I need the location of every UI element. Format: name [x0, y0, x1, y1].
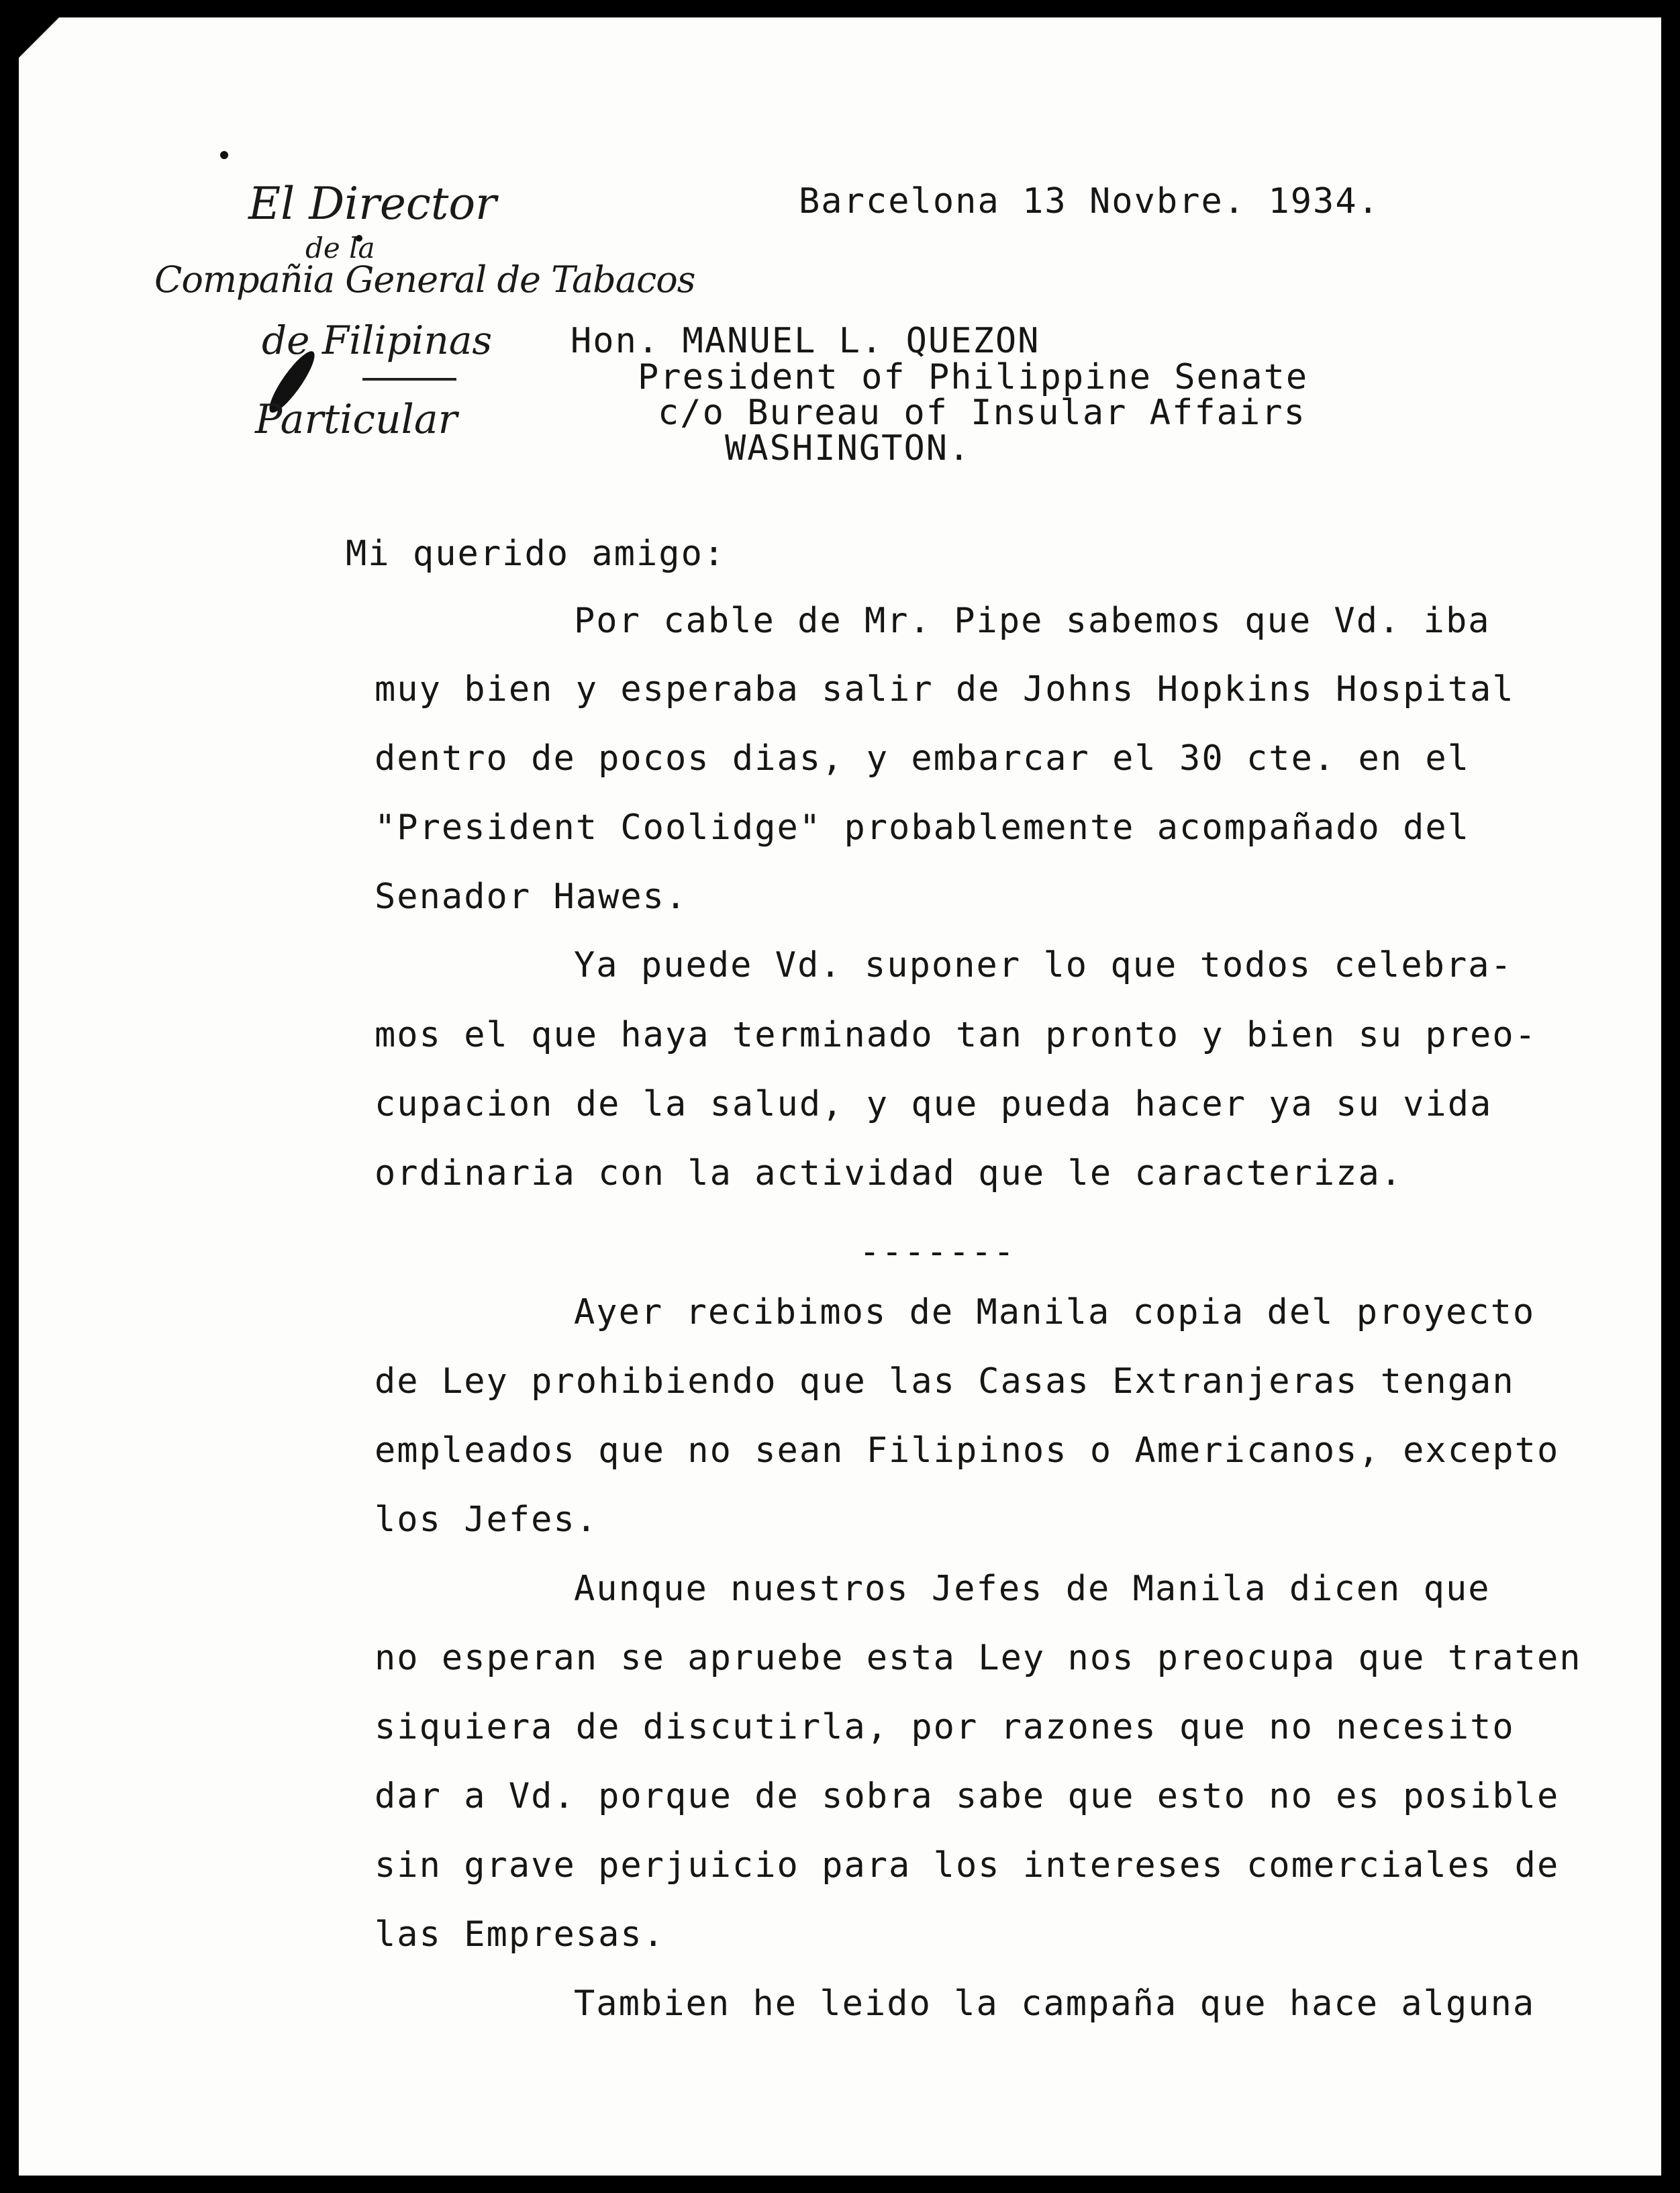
body-line: las Empresas.	[375, 1914, 665, 1955]
body-line: siquiera de discutirla, por razones que no necesito	[375, 1707, 1515, 1747]
body-line: Tambien he leido la campaña que hace alguna	[574, 1984, 1536, 2024]
letterhead-dela: de la	[305, 232, 375, 264]
body-line: mos el que haya terminado tan pronto y bien su preo-	[375, 1015, 1537, 1055]
body-line: muy bien y esperaba salir de Johns Hopkins Hospital	[375, 669, 1515, 710]
salutation: Mi querido amigo:	[346, 534, 726, 574]
ink-dot-mark	[220, 151, 228, 159]
body-line: sin grave perjuicio para los intereses comerciales de	[375, 1845, 1560, 1886]
address-line-name: Hon. MANUEL L. QUEZON	[571, 321, 1040, 361]
address-line-city: WASHINGTON.	[725, 428, 971, 469]
body-line: Aunque nuestros Jefes de Manila dicen que	[574, 1569, 1491, 1609]
address-line-care-of: c/o Bureau of Insular Affairs	[658, 393, 1306, 433]
body-line: cupacion de la salud, y que pueda hacer ya su vida	[375, 1084, 1493, 1124]
body-line: dar a Vd. porque de sobra sabe que esto no es posible	[375, 1776, 1560, 1816]
body-line: los Jefes.	[375, 1500, 599, 1540]
letterhead-title: El Director	[248, 178, 497, 230]
body-line: de Ley prohibiendo que las Casas Extranjeras tengan	[375, 1361, 1515, 1402]
body-line: Por cable de Mr. Pipe sabemos que Vd. iba	[574, 601, 1491, 641]
letterhead-filipinas: de Filipinas	[262, 318, 493, 363]
letterhead-rule	[362, 378, 456, 381]
letterhead-particular: Particular	[255, 396, 458, 443]
body-line: ordinaria con la actividad que le caracteriza.	[375, 1153, 1403, 1193]
page-corner-fold	[19, 17, 59, 58]
address-line-title: President of Philippine Senate	[638, 357, 1309, 397]
date-line: Barcelona 13 Novbre. 1934.	[799, 181, 1380, 222]
body-line: Senador Hawes.	[375, 877, 688, 917]
body-line: Ayer recibimos de Manila copia del proyecto	[574, 1292, 1536, 1332]
body-line: dentro de pocos dias, y embarcar el 30 cte. en el	[375, 738, 1471, 779]
body-line: empleados que no sean Filipinos o Americanos, excepto	[375, 1430, 1560, 1471]
body-line: no esperan se apruebe esta Ley nos preocupa que traten	[375, 1638, 1582, 1678]
body-line: "President Coolidge" probablemente acompañado del	[375, 808, 1471, 848]
letterhead-company: Compañia General de Tabacos	[154, 258, 695, 301]
letterhead	[154, 138, 695, 460]
body-line: Ya puede Vd. suponer lo que todos celebra-	[574, 945, 1513, 985]
section-divider: -------	[859, 1232, 1016, 1272]
